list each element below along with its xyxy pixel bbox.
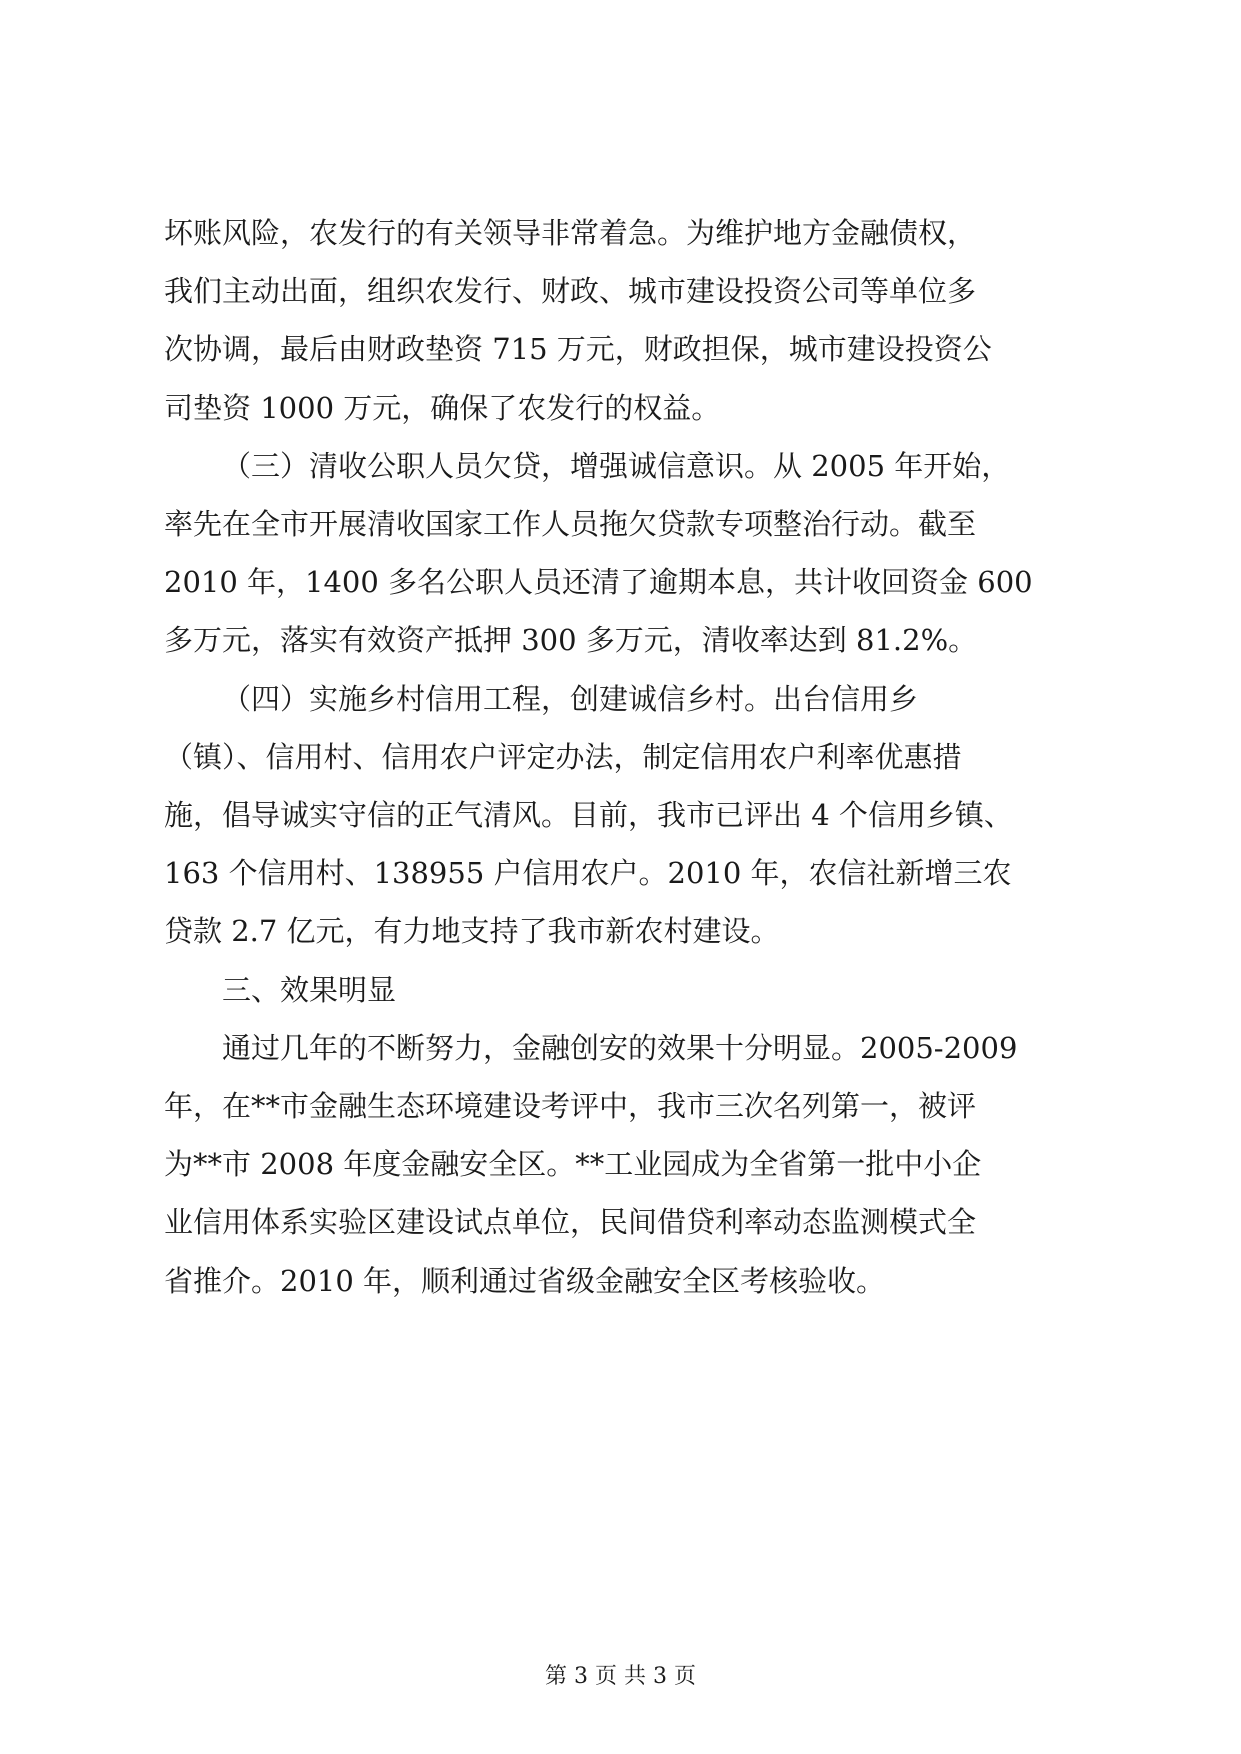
text-line: 施，倡导诚实守信的正气清风。目前，我市已评出 4 个信用乡镇、: [164, 798, 1013, 833]
page-footer: [0, 1663, 1241, 1691]
text-line: 2010 年，1400 多名公职人员还清了逾期本息，共计收回资金 600: [164, 565, 1033, 600]
section-heading-text: 三、效果明显: [222, 972, 397, 1007]
text-line: 多万元，落实有效资产抵押 300 多万元，清收率达到 81.2%。: [164, 623, 978, 658]
text-line: 通过几年的不断努力，金融创安的效果十分明显。2005-2009: [222, 1030, 1018, 1065]
paragraph-5: [164, 1019, 1080, 1310]
document-body: [164, 204, 1080, 1310]
text-line: 司垫资 1000 万元，确保了农发行的权益。: [164, 390, 721, 425]
text-line: 坏账风险，农发行的有关领导非常着急。为维护地方金融债权，: [164, 216, 977, 250]
text-line: 163 个信用村、138955 户信用农户。2010 年，农信社新增三农: [164, 856, 1012, 891]
text-line: 我们主动出面，组织农发行、财政、城市建设投资公司等单位多: [164, 274, 977, 309]
text-line: （四）实施乡村信用工程，创建诚信乡村。出台信用乡: [222, 681, 919, 716]
text-line: 为**市 2008 年度金融安全区。**工业园成为全省第一批中小企: [164, 1147, 982, 1182]
page-number-label: 第 3 页 共 3 页: [545, 1664, 696, 1689]
paragraph-2: [164, 437, 1080, 670]
text-line: 率先在全市开展清收国家工作人员拖欠贷款专项整治行动。截至: [164, 507, 977, 542]
paragraph-3: [164, 670, 1080, 961]
section-heading: [164, 961, 1080, 1019]
text-line: 省推介。2010 年，顺利通过省级金融安全区考核验收。: [164, 1263, 886, 1298]
text-line: 年，在**市金融生态环境建设考评中，我市三次名列第一，被评: [164, 1089, 977, 1124]
paragraph-1: [164, 204, 1080, 437]
text-line: 业信用体系实验区建设试点单位，民间借贷利率动态监测模式全: [164, 1205, 977, 1240]
text-line: 贷款 2.7 亿元，有力地支持了我市新农村建设。: [164, 914, 780, 949]
text-line: （三）清收公职人员欠贷，增强诚信意识。从 2005 年开始，: [222, 448, 1011, 483]
text-line: （镇）、信用村、信用农户评定办法，制定信用农户利率优惠措: [164, 739, 962, 774]
text-line: 次协调，最后由财政垫资 715 万元，财政担保，城市建设投资公: [164, 332, 992, 367]
